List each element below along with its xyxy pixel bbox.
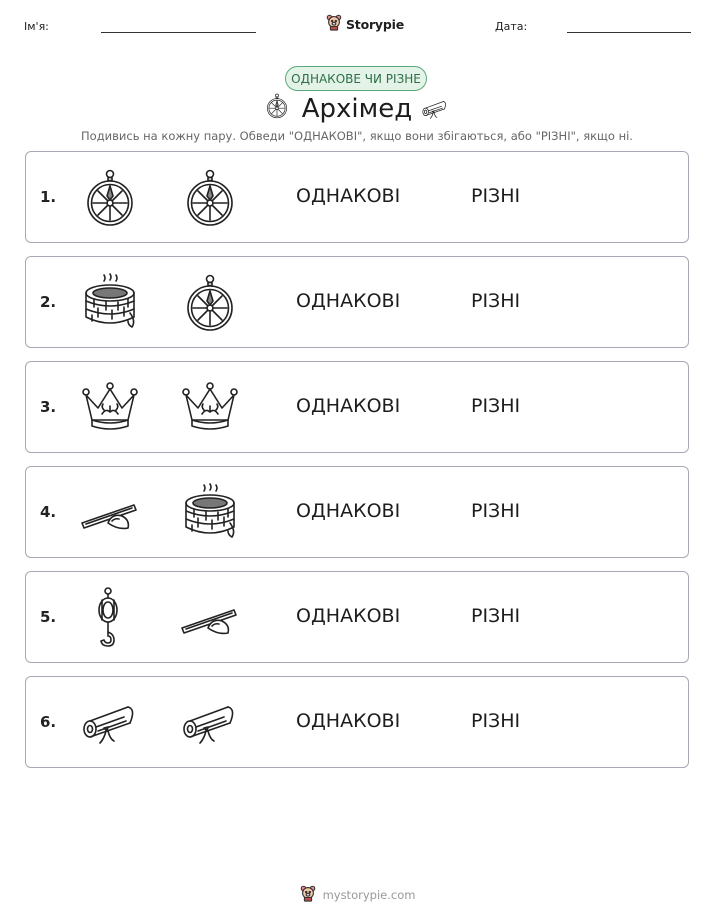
different-option[interactable]: РІЗНІ xyxy=(471,185,521,207)
bear-mascot-icon xyxy=(325,13,343,35)
name-label: Ім'я: xyxy=(24,20,49,33)
scroll-icon xyxy=(78,691,142,755)
worksheet-header xyxy=(0,0,714,50)
exercise-row xyxy=(25,256,689,348)
instructions: Подивись на кожну пару. Обведи "ОДНАКОВІ", якщо вони збігаються, або "РІЗНІ", якщо ні. xyxy=(81,129,633,143)
date-field[interactable] xyxy=(567,32,691,33)
scroll-icon xyxy=(178,691,242,755)
row-number: 2. xyxy=(40,293,57,311)
same-option[interactable]: ОДНАКОВІ xyxy=(296,500,401,522)
well-icon xyxy=(78,271,142,335)
compass-icon xyxy=(78,166,142,230)
crown-icon xyxy=(178,376,242,440)
same-option[interactable]: ОДНАКОВІ xyxy=(296,605,401,627)
page-title: Архімед xyxy=(301,94,413,124)
exercise-row xyxy=(25,676,689,768)
row-number: 3. xyxy=(40,398,57,416)
different-option[interactable]: РІЗНІ xyxy=(471,290,521,312)
row-number: 4. xyxy=(40,503,57,521)
title-row xyxy=(0,91,714,127)
lever-icon xyxy=(78,481,142,545)
compass-icon xyxy=(178,271,242,335)
well-icon xyxy=(178,481,242,545)
exercise-row xyxy=(25,571,689,663)
same-option[interactable]: ОДНАКОВІ xyxy=(296,710,401,732)
name-field[interactable] xyxy=(101,32,256,33)
exercise-row xyxy=(25,466,689,558)
brand-name: Storypie xyxy=(346,16,404,32)
footer-url[interactable]: mystorypie.com xyxy=(322,888,416,902)
different-option[interactable]: РІЗНІ xyxy=(471,395,521,417)
row-number: 5. xyxy=(40,608,57,626)
row-number: 1. xyxy=(40,188,57,206)
pulley-icon xyxy=(78,586,142,650)
worksheet-type-badge: ОДНАКОВЕ ЧИ РІЗНЕ xyxy=(285,66,427,91)
exercise-row xyxy=(25,151,689,243)
same-option[interactable]: ОДНАКОВІ xyxy=(296,185,401,207)
bear-mascot-icon xyxy=(299,884,317,906)
same-option[interactable]: ОДНАКОВІ xyxy=(296,290,401,312)
lever-icon xyxy=(178,586,242,650)
crown-icon xyxy=(78,376,142,440)
row-number: 6. xyxy=(40,713,57,731)
exercise-row xyxy=(25,361,689,453)
footer xyxy=(0,884,714,906)
different-option[interactable]: РІЗНІ xyxy=(471,500,521,522)
date-label: Дата: xyxy=(495,20,528,33)
different-option[interactable]: РІЗНІ xyxy=(471,710,521,732)
compass-icon xyxy=(178,166,242,230)
scroll-icon xyxy=(420,94,450,128)
same-option[interactable]: ОДНАКОВІ xyxy=(296,395,401,417)
different-option[interactable]: РІЗНІ xyxy=(471,605,521,627)
brand-logo xyxy=(325,13,404,35)
